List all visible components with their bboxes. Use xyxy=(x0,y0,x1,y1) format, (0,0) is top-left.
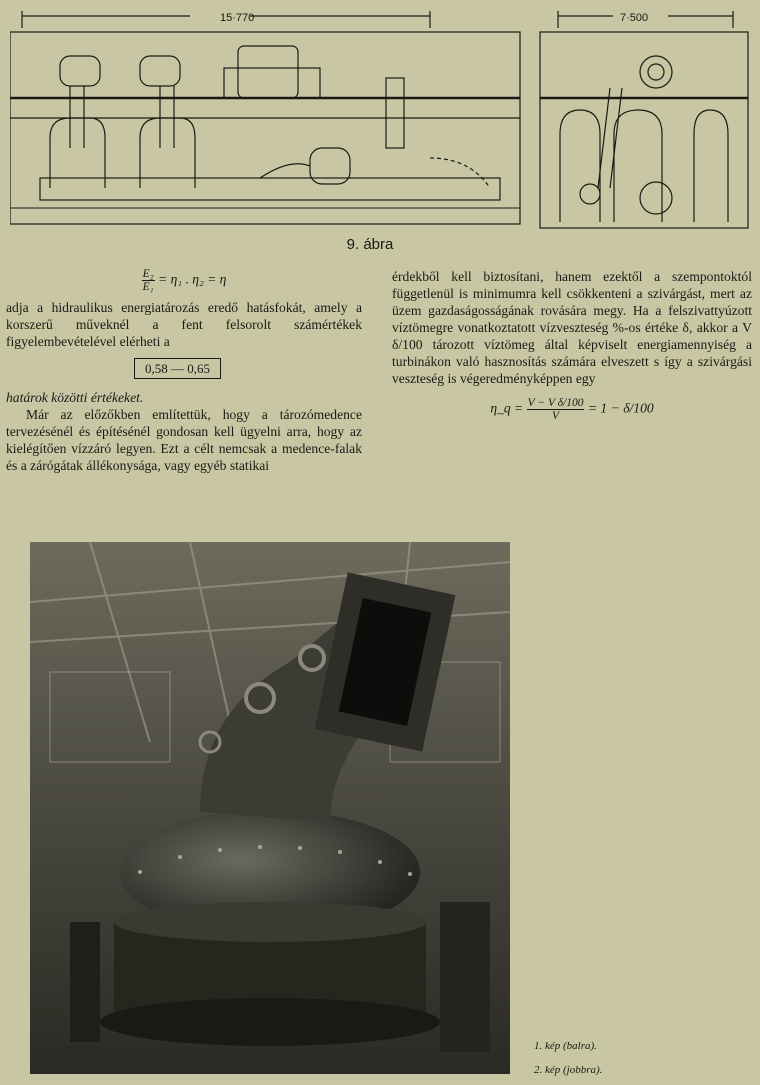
paragraph-range-end: határok közötti értékeket. xyxy=(6,390,144,405)
boxed-efficiency-range: 0,58 — 0,65 xyxy=(134,358,221,379)
formula-numerator: E₂ xyxy=(142,268,154,280)
photo-caption-1: 1. kép (balra). xyxy=(534,1040,597,1052)
formula-rest: = η₁ . η₂ = η xyxy=(158,271,227,287)
right-text-column xyxy=(392,268,752,428)
figure-caption: 9. ábra xyxy=(346,236,394,253)
efficiency-formula xyxy=(6,268,362,293)
left-text-column xyxy=(6,268,362,474)
paragraph-leakage: érdekből kell biztosítani, hanem ezektől a szempontoktól függetlenül is minimumra kell csökkenteni a szivárgást, mert az üzem gazdaságosságának rovására megy. Ha a felszivattyúzott víztömegre vonatkoztatott vízveszteség %-os értéke δ, akkor a V δ/100 tározott víztömeg által képviselt energiamennyiség a turbinákon való hasznosítás számára elveszett s így a szivárgási veszteség is végeredményképpen egy xyxy=(392,269,752,386)
formula2-denominator: V xyxy=(552,410,560,422)
technical-drawing-side-view xyxy=(10,8,522,234)
dimension-left: 15·770 xyxy=(220,12,255,24)
formula-fraction xyxy=(142,268,155,293)
turbine-photo xyxy=(30,542,510,1074)
formula2-lhs: η_q = xyxy=(490,400,524,416)
formula2-numerator: V − V δ/100 xyxy=(527,397,584,409)
leakage-formula xyxy=(392,397,752,422)
technical-drawing-cross-section xyxy=(538,8,750,234)
photo-caption-2: 2. kép (jobbra). xyxy=(534,1064,603,1076)
paragraph-reservoir: Már az előzőkben említettük, hogy a tározómedence tervezésénél és építésénél gondosan kell ügyelni arra, hogy az kielégítően vízzáró legyen. Ezt a célt nemcsak a medence-falak és a zárógátak állékonysága, vagy egyéb statikai xyxy=(6,407,362,473)
paragraph-efficiency: adja a hidraulikus energiatározás eredő hatásfokát, amely a korszerű műveknél a fent felsorolt számértékek figyelembevételével elérheti a xyxy=(6,300,362,349)
formula-denominator: E₁ xyxy=(142,281,154,293)
dimension-right: 7·500 xyxy=(620,12,649,24)
formula2-rhs: = 1 − δ/100 xyxy=(587,400,654,416)
formula2-fraction xyxy=(527,397,585,422)
